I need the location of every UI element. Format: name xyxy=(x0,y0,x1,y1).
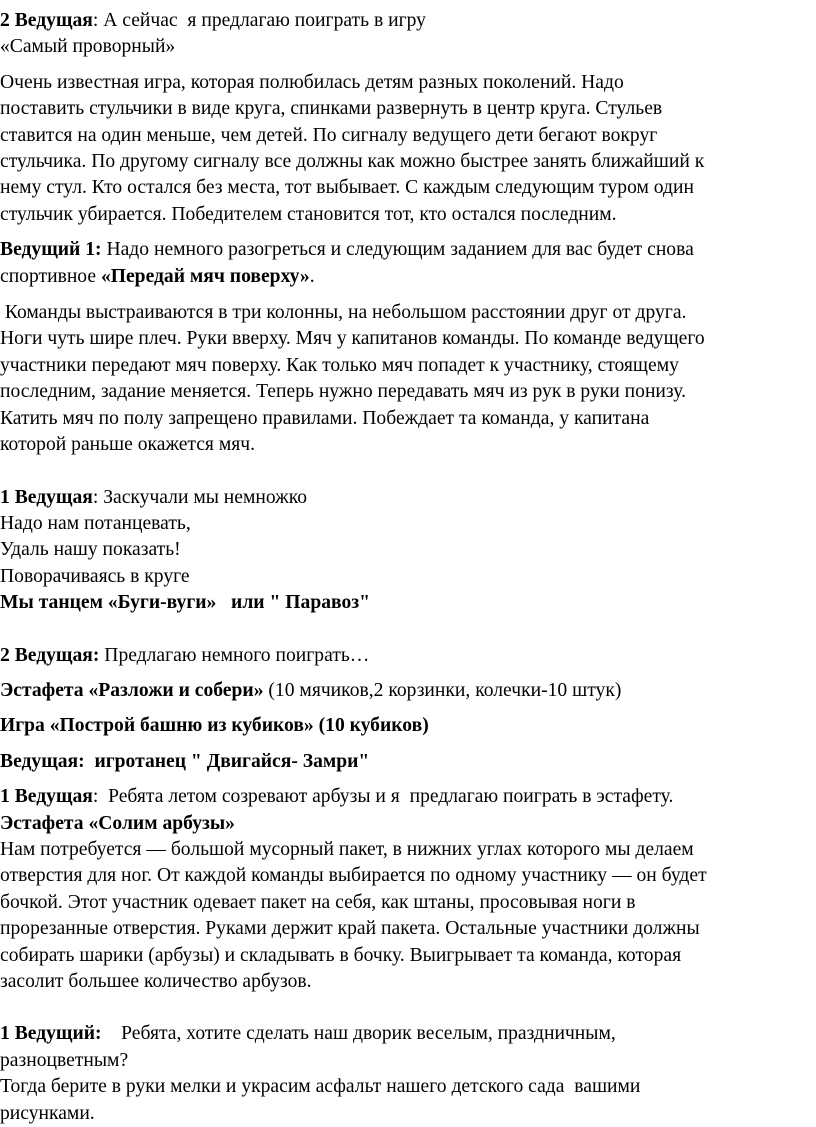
text-line xyxy=(0,264,816,290)
paragraph-text: : Ребята летом созревают арбузы и я предлагаю поиграть в эстафету. xyxy=(92,786,674,808)
text-line: последним, задание меняется. Теперь нужно передавать мяч из рук в руки понизу. xyxy=(0,381,686,403)
text-line xyxy=(0,8,816,34)
text-line xyxy=(0,713,816,739)
text-line: поставить стульчики в виде круга, спинками развернуть в центр круга. Стульев xyxy=(0,98,663,120)
paragraph-dance-poem xyxy=(0,485,816,617)
text-line: прорезанные отверстия. Руками держит край пакета. Остальные участники должны xyxy=(0,918,700,940)
game-title: Эстафета «Разложи и собери» xyxy=(0,679,264,701)
text-line xyxy=(0,784,816,810)
paragraph-text: А сейчас я предлагаю поиграть в игру xyxy=(98,10,426,31)
text-line xyxy=(0,485,816,511)
poem-line: Надо нам потанцевать, xyxy=(0,512,191,534)
paragraph-warmup xyxy=(0,237,816,290)
paragraph-text: . xyxy=(309,265,315,287)
text-line: участники передают мяч поверху. Как только мяч попадет к участнику, стоящему xyxy=(0,354,679,376)
poem-line: Удаль нашу показать! xyxy=(0,539,181,561)
paragraph-text: Надо немного разогреться и следующим заданием для вас будет снова xyxy=(101,239,694,261)
paragraph-text: : Заскучали мы немножко xyxy=(92,486,308,508)
text-line xyxy=(0,678,816,704)
game-title: Игра «Построй башню из кубиков» (10 кубиков) xyxy=(0,715,429,737)
paragraph-text: (10 мячиков,2 корзинки, колечки-10 штук) xyxy=(263,679,622,701)
paragraph-watermelon-relay xyxy=(0,784,816,995)
text-line: отверстия для ног. От каждой команды выбирается по одному участнику — он будет xyxy=(0,865,707,887)
paragraph-text: Ребята, хотите сделать наш дворик веселым, праздничным, xyxy=(101,1023,616,1045)
text-line xyxy=(0,237,816,263)
text-line: стульчика. По другому сигналу все должны как можно быстрее занять ближайший к xyxy=(0,151,705,173)
speaker-label: Ведущий 1: xyxy=(0,239,102,261)
text-line: Очень известная игра, которая полюбилась детям разных поколений. Надо xyxy=(0,71,624,93)
game-title: «Передай мяч поверху» xyxy=(100,265,310,287)
game-title: Ведущая: игротанец " Двигайся- Замри" xyxy=(0,750,370,772)
game-title: «Самый проворный» xyxy=(0,36,176,58)
dance-title xyxy=(0,590,816,616)
paragraph-ball-relay xyxy=(0,300,816,458)
text-line: Тогда берите в руки мелки и украсим асфальт нашего детского сада вашими xyxy=(0,1076,641,1098)
game-title xyxy=(0,811,816,837)
text-line: бочкой. Этот участник одевает пакет на себя, как штаны, просовывая ноги в xyxy=(0,891,636,913)
text-line: собирать шарики (арбузы) и складывать в бочку. Выигрывает та команда, которая xyxy=(0,944,682,966)
game-title-text: Эстафета «Солим арбузы» xyxy=(0,812,235,834)
text-line: Ноги чуть шире плеч. Руки вверху. Мяч у капитанов команды. По команде ведущего xyxy=(0,328,705,350)
speaker-label: 1 Ведущая xyxy=(0,786,93,808)
paragraph-dance-game xyxy=(0,749,816,775)
paragraph-game-intro xyxy=(0,8,816,61)
text-line: Команды выстраиваются в три колонны, на небольшом расстоянии друг от друга. xyxy=(0,302,687,324)
paragraph-relay-sort xyxy=(0,678,816,704)
speaker-label: 2 Ведущая: xyxy=(0,644,100,666)
text-line: стульчик убирается. Победителем становится тот, кто остался последним. xyxy=(0,203,617,225)
text-line xyxy=(0,643,816,669)
text-line xyxy=(0,1021,816,1047)
paragraph-tower-game xyxy=(0,713,816,739)
poem-line: Поворачиваясь в круге xyxy=(0,565,190,587)
text-line: Нам потребуется — большой мусорный пакет, в нижних углах которого мы делаем xyxy=(0,838,694,860)
text-line: разноцветным? xyxy=(0,1049,129,1071)
speaker-label: 2 Ведущая xyxy=(0,10,93,31)
colon-text: : xyxy=(92,10,99,31)
speaker-label: 1 Ведущий: xyxy=(0,1023,102,1045)
text-line xyxy=(0,749,816,775)
paragraph-chalk-drawing xyxy=(0,1021,816,1127)
speaker-label: 1 Ведущая xyxy=(0,486,93,508)
paragraph-play-offer xyxy=(0,643,816,669)
text-line: нему стул. Кто остался без места, тот выбывает. С каждым следующим туром один xyxy=(0,177,694,199)
paragraph-text: Предлагаю немного поиграть… xyxy=(99,644,370,666)
text-line: засолит большее количество арбузов. xyxy=(0,971,312,992)
text-line: Катить мяч по полу запрещено правилами. Побеждает та команда, у капитана xyxy=(0,407,650,429)
text-line: ставится на один меньше, чем детей. По сигналу ведущего дети бегают вокруг xyxy=(0,124,658,146)
text-line: рисунками. xyxy=(0,1102,95,1124)
text-line: которой раньше окажется мяч. xyxy=(0,434,256,456)
paragraph-game-rules xyxy=(0,70,816,228)
dance-title-text: Мы танцем «Буги-вуги» или " Паравоз" xyxy=(0,592,371,614)
paragraph-text: спортивное xyxy=(0,265,101,287)
